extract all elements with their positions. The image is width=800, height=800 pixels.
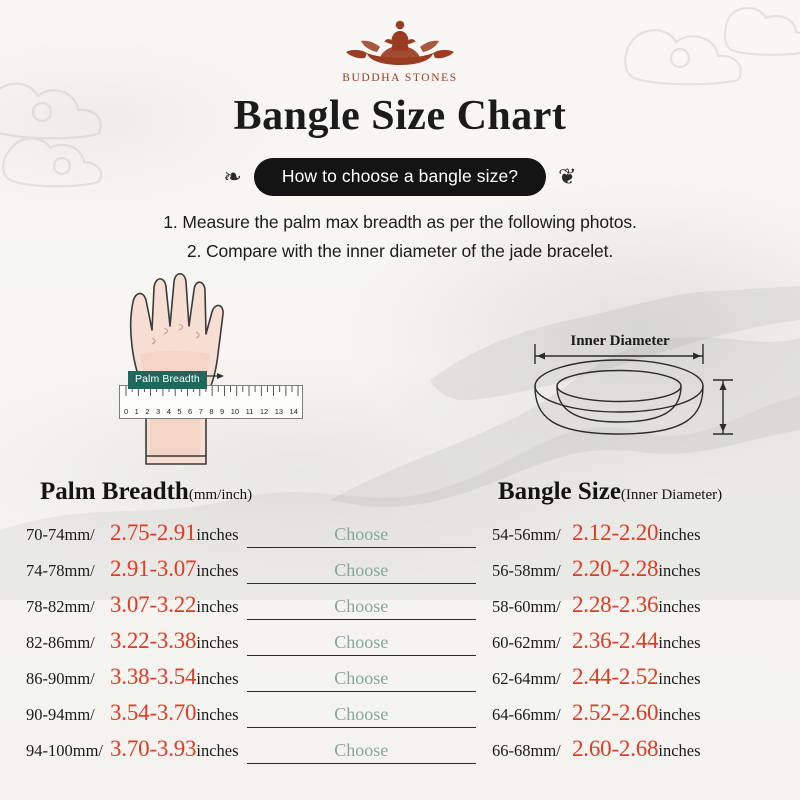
palm-unit-label: inches <box>196 633 239 652</box>
table-row <box>26 664 476 700</box>
ruler-number: 2 <box>145 407 150 416</box>
bangle-inches-value: 2.28-2.36 <box>572 592 659 617</box>
ruler-number: 13 <box>274 407 284 416</box>
palm-inches-value: 3.22-3.38 <box>110 628 197 653</box>
bangle-unit-label: inches <box>658 561 701 580</box>
palm-inches-value: 2.75-2.91 <box>110 520 197 545</box>
choose-field-palm-5[interactable]: Choose <box>247 668 476 692</box>
palm-mm-value: 82-86mm/ <box>26 633 95 652</box>
palm-mm-value: 90-94mm/ <box>26 705 95 724</box>
flourish-right-icon: ❦ <box>558 164 577 189</box>
bangle-inches-value: 2.44-2.52 <box>572 664 659 689</box>
hand-illustration <box>86 268 336 468</box>
bangle-mm-value: 64-66mm/ <box>492 705 561 724</box>
table-row <box>26 520 476 556</box>
palm-inches-value: 2.91-3.07 <box>110 556 197 581</box>
bangle-unit-label: inches <box>658 633 701 652</box>
instruction-step-2: 2. Compare with the inner diameter of the jade bracelet. <box>186 241 614 261</box>
bangle-mm-value: 54-56mm/ <box>492 525 561 544</box>
palm-unit-label: inches <box>196 561 239 580</box>
question-row <box>0 158 800 196</box>
choose-field-palm-6[interactable]: Choose <box>247 704 476 728</box>
palm-unit-label: inches <box>196 597 239 616</box>
bangle-mm-value: 56-58mm/ <box>492 561 561 580</box>
palm-mm-value: 94-100mm/ <box>26 741 103 760</box>
table-row <box>26 556 476 592</box>
palm-breadth-heading-sub: (mm/inch) <box>188 487 253 503</box>
palm-inches-value: 3.54-3.70 <box>110 700 197 725</box>
ruler-number: 10 <box>230 407 240 416</box>
ruler-number: 0 <box>124 407 129 416</box>
ruler-number: 12 <box>259 407 269 416</box>
table-row <box>26 736 476 772</box>
bangle-size-heading <box>498 478 722 506</box>
ruler-number: 1 <box>134 407 139 416</box>
inner-diameter-label: Inner Diameter <box>570 333 670 349</box>
question-pill: How to choose a bangle size? <box>254 158 546 196</box>
bangle-mm-value: 60-62mm/ <box>492 633 561 652</box>
ruler-numbers <box>120 407 302 416</box>
bangle-inches-value: 2.60-2.68 <box>572 736 659 761</box>
ruler-number: 6 <box>188 407 193 416</box>
bangle-unit-label: inches <box>658 669 701 688</box>
ruler-number: 7 <box>198 407 203 416</box>
ruler-number: 5 <box>177 407 182 416</box>
palm-inches-value: 3.70-3.93 <box>110 736 197 761</box>
bangle-unit-label: inches <box>658 705 701 724</box>
table-row <box>26 628 476 664</box>
ruler-number: 4 <box>166 407 171 416</box>
palm-mm-value: 74-78mm/ <box>26 561 95 580</box>
bangle-inches-value: 2.36-2.44 <box>572 628 659 653</box>
ruler-number: 3 <box>156 407 161 416</box>
choose-field-palm-7[interactable]: Choose <box>247 740 476 764</box>
bangle-unit-label: inches <box>658 525 701 544</box>
palm-unit-label: inches <box>196 669 239 688</box>
table-row <box>26 700 476 736</box>
palm-inches-value: 3.07-3.22 <box>110 592 197 617</box>
page-title: Bangle Size Chart <box>233 93 567 139</box>
bangle-inches-value: 2.12-2.20 <box>572 520 659 545</box>
instruction-step-1: 1. Measure the palm max breadth as per the following photos. <box>163 212 637 232</box>
bangle-unit-label: inches <box>658 597 701 616</box>
ruler-number: 11 <box>245 407 254 416</box>
bangle-mm-value: 62-64mm/ <box>492 669 561 688</box>
table-row <box>492 664 788 700</box>
table-row <box>492 592 788 628</box>
bangle-illustration <box>505 330 755 475</box>
palm-mm-value: 86-90mm/ <box>26 669 95 688</box>
ruler-illustration <box>119 385 303 419</box>
bangle-mm-value: 58-60mm/ <box>492 597 561 616</box>
brand-logo <box>0 14 800 84</box>
choose-field-palm-4[interactable]: Choose <box>247 632 476 656</box>
bangle-size-heading-main: Bangle Size <box>498 478 621 505</box>
lotus-buddha-logo-icon <box>340 14 460 76</box>
palm-unit-label: inches <box>196 741 239 760</box>
table-row <box>492 520 788 556</box>
ruler-number: 9 <box>220 407 225 416</box>
ruler-number: 8 <box>209 407 214 416</box>
palm-breadth-tag: Palm Breadth <box>128 371 207 389</box>
bangle-size-heading-sub: (Inner Diameter) <box>620 487 723 503</box>
table-row <box>492 700 788 736</box>
choose-field-palm-2[interactable]: Choose <box>247 560 476 584</box>
palm-mm-value: 70-74mm/ <box>26 525 95 544</box>
flourish-left-icon: ❧ <box>223 164 242 189</box>
palm-inches-value: 3.38-3.54 <box>110 664 197 689</box>
choose-field-palm-3[interactable]: Choose <box>247 596 476 620</box>
instruction-steps <box>0 208 800 266</box>
palm-breadth-heading-main: Palm Breadth <box>40 478 189 505</box>
bangle-inches-value: 2.20-2.28 <box>572 556 659 581</box>
ruler-number: 14 <box>289 407 298 416</box>
palm-breadth-table <box>26 520 476 772</box>
table-row <box>492 628 788 664</box>
table-row <box>26 592 476 628</box>
bangle-unit-label: inches <box>658 741 701 760</box>
choose-field-palm-1[interactable]: Choose <box>247 524 476 548</box>
palm-breadth-heading <box>40 478 252 506</box>
palm-mm-value: 78-82mm/ <box>26 597 95 616</box>
bangle-size-table <box>492 520 788 772</box>
table-row <box>492 556 788 592</box>
bangle-mm-value: 66-68mm/ <box>492 741 561 760</box>
table-row <box>492 736 788 772</box>
palm-unit-label: inches <box>196 705 239 724</box>
brand-name: BUDDHA STONES <box>342 72 458 84</box>
bangle-inches-value: 2.52-2.60 <box>572 700 659 725</box>
palm-unit-label: inches <box>196 525 239 544</box>
